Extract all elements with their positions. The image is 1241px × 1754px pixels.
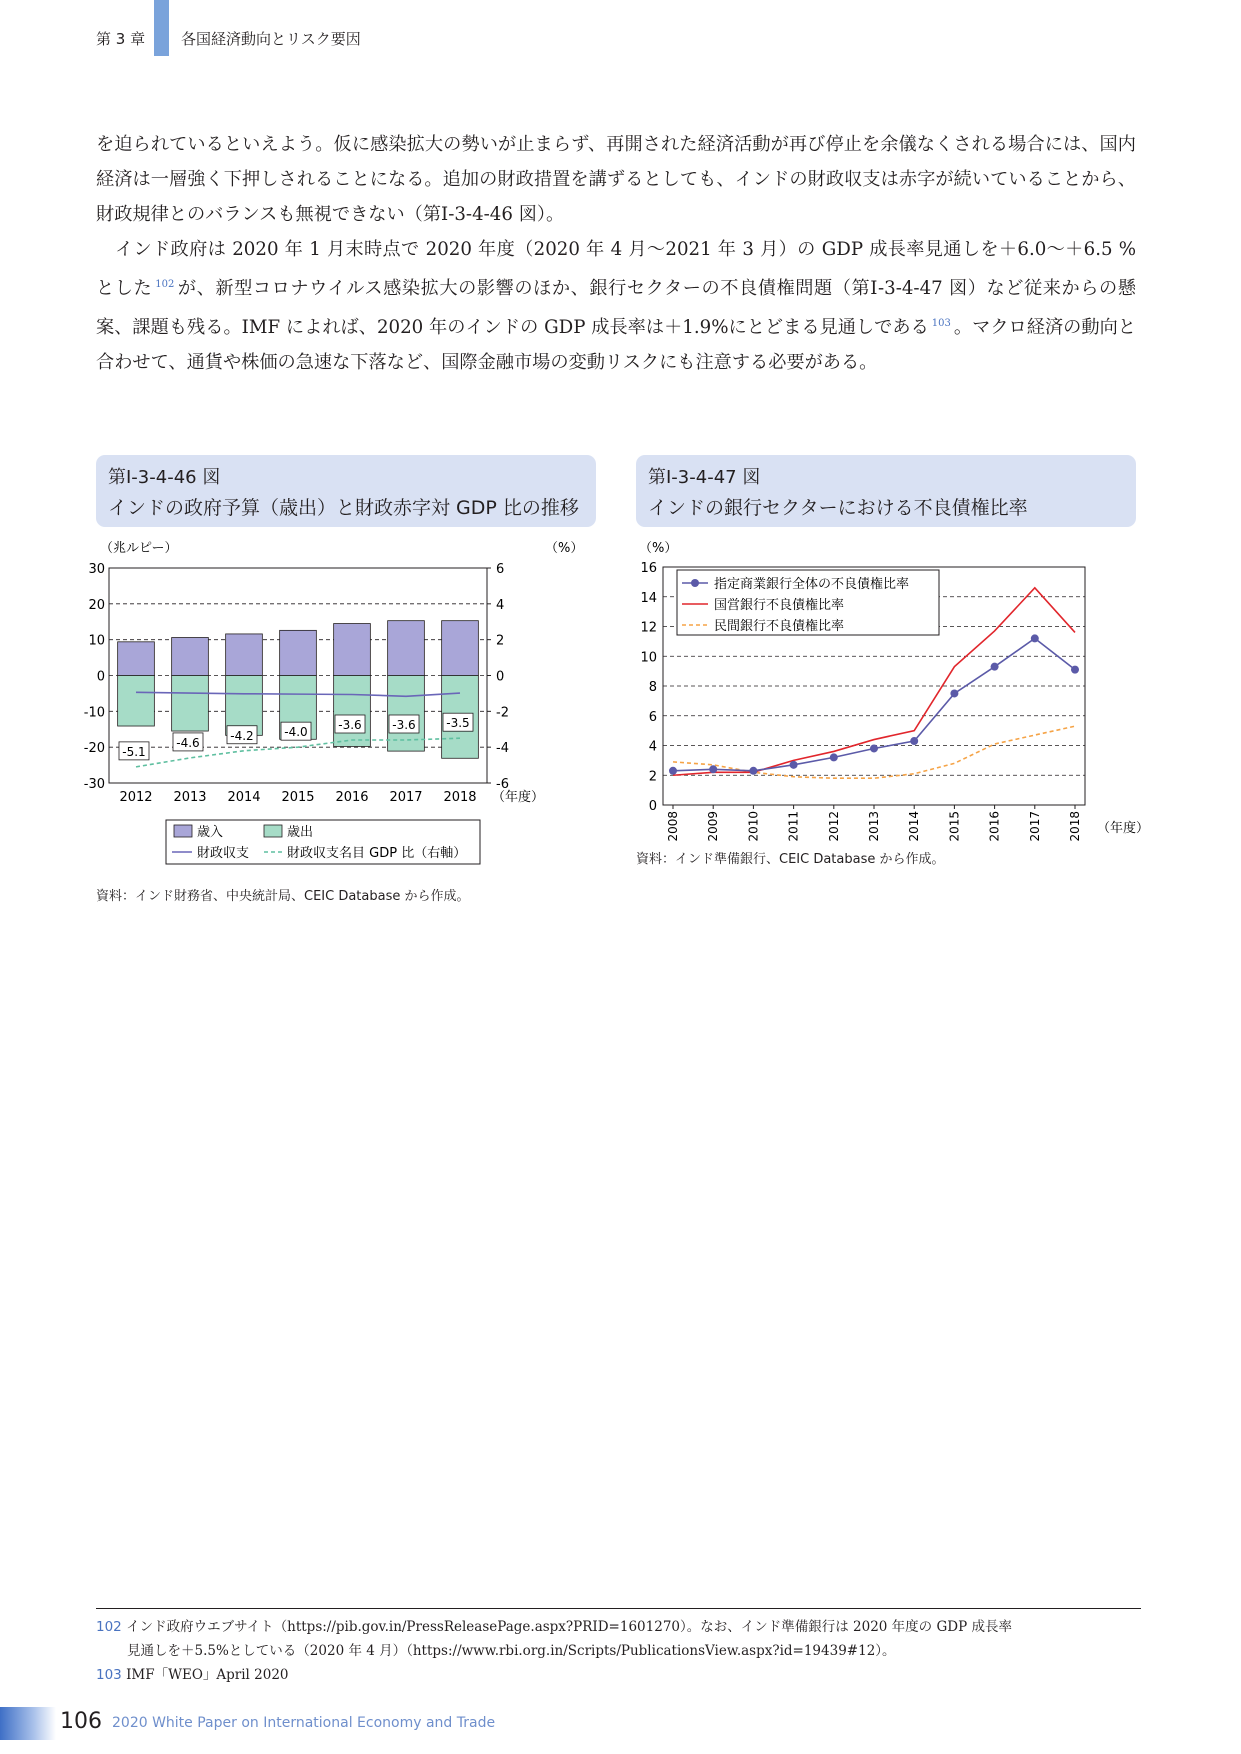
fiscal-y-tick-label: -10 (83, 705, 105, 721)
chapter-label: 第 3 章 (96, 30, 146, 48)
npa-y-tick-label: 14 (640, 590, 657, 606)
figure-47-number: 第Ⅰ-3-4-47 図 (648, 467, 761, 488)
fiscal-data-label-text: -3.6 (338, 718, 362, 732)
expenditure-bar (334, 676, 371, 747)
figure-47-header (636, 455, 1136, 527)
npa-data-point (1071, 666, 1079, 674)
footnote-103 (96, 1664, 289, 1686)
npa-data-point (950, 689, 958, 697)
fiscal-y-tick-label: -20 (83, 741, 105, 757)
npa-data-point (991, 663, 999, 671)
npa-legend-label: 国営銀行不良債権比率 (714, 598, 845, 613)
npa-data-point (669, 767, 677, 775)
figure-46-number: 第Ⅰ-3-4-46 図 (108, 467, 221, 488)
fiscal-x-tick-label: 2013 (173, 790, 207, 805)
fiscal-x-tick-label: 2012 (119, 790, 153, 805)
revenue-bar (118, 642, 155, 676)
fiscal-data-label (227, 726, 257, 744)
npa-data-point (830, 753, 838, 761)
fiscal-y2-tick-label: 2 (496, 633, 505, 649)
fiscal-data-label-text: -4.2 (230, 728, 254, 743)
fiscal-y-tick-label: 30 (88, 562, 105, 577)
npa-chart (630, 535, 1150, 855)
npa-x-tick-label: 2013 (867, 811, 881, 842)
figure-46-source: 資料：インド財務省、中央統計局、CEIC Database から作成。 (96, 889, 470, 904)
fiscal-data-label-text: -3.5 (446, 716, 470, 731)
fiscal-y-tick-label: 0 (96, 669, 105, 685)
fiscal-x-tick-label: 2015 (281, 790, 315, 805)
expenditure-bar (388, 676, 425, 752)
npa-x-tick-label: 2010 (746, 811, 761, 842)
npa-x-tick-label: 2015 (947, 811, 962, 842)
npa-x-tick-label: 2017 (1027, 811, 1042, 842)
footnote-102-continued: 見通しを＋5.5%としている（2020 年 4 月）（https://www.rbi.org.in/Scripts/PublicationsView.aspx?id=19439#12）。 (127, 1643, 896, 1659)
fiscal-legend-label: 財政収支 (197, 846, 250, 861)
fiscal-data-label (335, 715, 365, 733)
npa-data-point (790, 761, 798, 769)
fiscal-chart (83, 535, 610, 880)
page-number: 106 (60, 1709, 102, 1734)
chapter-title: 各国経済動向とリスク要因 (181, 30, 361, 48)
npa-data-point (910, 737, 918, 745)
npa-x-tick-label: 2016 (987, 811, 1002, 842)
fiscal-data-label (443, 713, 473, 731)
fiscal-y2-tick-label: -4 (496, 741, 509, 757)
fiscal-legend-swatch-expenditure (264, 825, 282, 837)
fiscal-x-tick-label: 2014 (227, 790, 261, 805)
npa-y-tick-label: 16 (640, 561, 657, 576)
fiscal-x-tick-label: 2016 (335, 790, 369, 805)
revenue-bar (442, 621, 479, 676)
fiscal-y-tick-label: 10 (88, 633, 105, 649)
npa-data-point (1031, 634, 1039, 642)
npa-x-tick-label: 2014 (907, 811, 922, 842)
npa-y-axis-title: （%） (639, 541, 678, 556)
npa-y-tick-label: 2 (648, 769, 657, 785)
footnote-102-text: インド政府ウエブサイト（https://pib.gov.in/PressReleasePage.aspx?PRID=1601270）。なお、インド準備銀行は 2020 年度の GDP 成長率 (126, 1619, 1012, 1635)
fiscal-legend-label: 財政収支名目 GDP 比（右軸） (287, 846, 467, 861)
publication-title: 2020 White Paper on International Economy and Trade (112, 1715, 496, 1731)
paragraph-1: を迫られているといえよう。仮に感染拡大の勢いが止まらず、再開された経済活動が再び停止を余儀なくされる場合には、国内経済は一層強く下押しされることになる。追加の財政措置を講ずるとしても、インドの財政収支は赤字が続いていることから、財政規律とのバランスも無視できない（第Ⅰ-3-4-46 図）。 (96, 134, 1136, 225)
fiscal-legend-label: 歳入 (197, 825, 224, 840)
footnote-102-number: 102 (96, 1619, 122, 1635)
fiscal-data-label (389, 715, 419, 733)
figure-46-header (96, 455, 596, 527)
revenue-bar (172, 638, 209, 676)
npa-y-tick-label: 6 (648, 709, 657, 725)
fiscal-data-label (119, 742, 149, 760)
fiscal-y2-tick-label: 6 (496, 562, 505, 577)
revenue-bar (280, 630, 317, 675)
npa-legend-marker (691, 579, 699, 587)
npa-data-point (749, 767, 757, 775)
npa-y-tick-label: 4 (648, 739, 657, 755)
footnote-ref-103[interactable]: 103 (931, 318, 951, 329)
npa-data-point (870, 744, 878, 752)
revenue-bar (334, 624, 371, 676)
expenditure-bar (118, 676, 155, 727)
fiscal-y-tick-label: 20 (88, 597, 105, 613)
npa-x-tick-label: 2011 (786, 811, 801, 842)
fiscal-data-label-text: -4.6 (176, 735, 200, 750)
figure-47-source: 資料：インド準備銀行、CEIC Database から作成。 (636, 852, 945, 867)
revenue-bar (388, 621, 425, 676)
footnote-rule (96, 1608, 1141, 1609)
paragraph-2-part-a: インド政府は 2020 年 1 月末時点で 2020 年度（2020 年 4 月〜2021 年 3 月）の GDP 成長率見通しを＋6.0〜＋6.5 %とした (96, 239, 1136, 299)
fiscal-y2-tick-label: -2 (496, 705, 509, 721)
npa-x-tick-label: 2018 (1068, 811, 1082, 842)
fiscal-data-label-text: -3.6 (392, 718, 416, 732)
footnote-103-number: 103 (96, 1667, 122, 1683)
fiscal-x-tick-label: 2018 (443, 790, 477, 805)
npa-y-tick-label: 8 (648, 680, 657, 695)
fiscal-y2-tick-label: 4 (496, 597, 505, 613)
fiscal-data-label (281, 722, 311, 740)
footnote-ref-102[interactable]: 102 (155, 279, 175, 290)
npa-y-tick-label: 0 (648, 799, 657, 814)
npa-legend-label: 指定商業銀行全体の不良債権比率 (714, 577, 910, 592)
paragraph-2-part-b: が、新型コロナウイルス感染拡大の影響のほか、銀行セクターの不良債権問題（第Ⅰ-3-4-47 図）など従来からの懸案、課題も残る。IMF によれば、2020 年のインドの GDP 成長率は＋1.9%にとどまる見通しである (96, 278, 1136, 338)
npa-y-tick-label: 12 (640, 620, 657, 636)
figure-46-title: インドの政府予算（歳出）と財政赤字対 GDP 比の推移 (108, 497, 579, 519)
fiscal-data-label-text: -5.1 (122, 744, 146, 759)
fiscal-x-tick-label: 2017 (389, 790, 423, 805)
fiscal-y2-axis-title: （%） (545, 541, 584, 556)
footnote-103-text: IMF「WEO」April 2020 (126, 1667, 289, 1683)
fiscal-x-axis-title: （年度） (492, 790, 545, 805)
npa-x-axis-title: （年度） (1097, 821, 1150, 836)
npa-x-tick-label: 2012 (826, 811, 841, 842)
footer-accent (0, 1707, 56, 1740)
paragraph-2 (96, 232, 1136, 380)
npa-x-tick-label: 2009 (706, 811, 721, 842)
fiscal-y2-tick-label: 0 (496, 669, 505, 685)
npa-data-point (709, 765, 717, 773)
paragraph-2-part-c: 。マクロ経済の動向と合わせて、通貨や株価の急速な下落など、国際金融市場の変動リスクにも注意する必要がある。 (96, 317, 1136, 373)
fiscal-data-label-text: -4.0 (284, 725, 308, 740)
fiscal-y-tick-label: -30 (83, 777, 105, 792)
npa-x-tick-label: 2008 (666, 811, 680, 842)
fiscal-y2-tick-label: -6 (496, 777, 509, 792)
fiscal-legend-label: 歳出 (287, 825, 314, 840)
footnote-102 (96, 1616, 1146, 1638)
figure-47-title: インドの銀行セクターにおける不良債権比率 (648, 497, 1028, 519)
fiscal-y-axis-title: （兆ルピー） (100, 541, 178, 556)
expenditure-bar (172, 676, 209, 732)
npa-y-tick-label: 10 (640, 650, 657, 666)
npa-legend-label: 民間銀行不良債権比率 (714, 619, 845, 634)
revenue-bar (226, 634, 263, 676)
fiscal-legend-swatch-revenue (174, 825, 192, 837)
header-accent-bar (154, 0, 169, 56)
fiscal-data-label (173, 733, 203, 751)
